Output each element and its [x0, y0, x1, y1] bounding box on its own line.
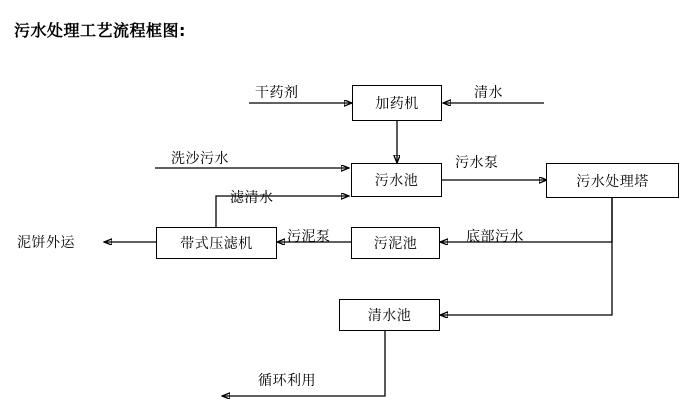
- output-label-mud-cake-transport: 泥饼外运: [17, 235, 75, 251]
- node-label: 污水处理塔: [576, 173, 649, 190]
- node-label: 加药机: [375, 96, 419, 112]
- edge-label-filtrate-clear-water: 滤清水: [230, 190, 274, 206]
- node-label: 污泥池: [373, 236, 418, 252]
- node-dosing-machine[interactable]: [352, 85, 442, 121]
- node-clear-water-pool[interactable]: [339, 299, 440, 331]
- node-treatment-tower[interactable]: [546, 163, 679, 198]
- node-sewage-pool[interactable]: [351, 163, 442, 197]
- edge-label-sludge-pump: 污泥泵: [287, 229, 331, 245]
- edge-label-sewage-pump: 污水泵: [455, 155, 499, 171]
- node-sludge-pool[interactable]: [351, 227, 440, 259]
- edge-label-recycle-use: 循环利用: [258, 373, 316, 389]
- node-label: 污水池: [374, 173, 419, 189]
- node-label: 清水池: [367, 308, 412, 324]
- edge-label-dry-agent: 干药剂: [255, 85, 299, 101]
- node-belt-filter-press[interactable]: [156, 227, 277, 259]
- edge-label-clean-water: 清水: [474, 85, 503, 101]
- edge-label-sand-wash-sewage: 洗沙污水: [171, 151, 229, 167]
- page-title: 污水处理工艺流程框图:: [14, 21, 186, 40]
- edge-label-bottom-sewage: 底部污水: [466, 229, 524, 245]
- node-label: 带式压滤机: [180, 236, 253, 252]
